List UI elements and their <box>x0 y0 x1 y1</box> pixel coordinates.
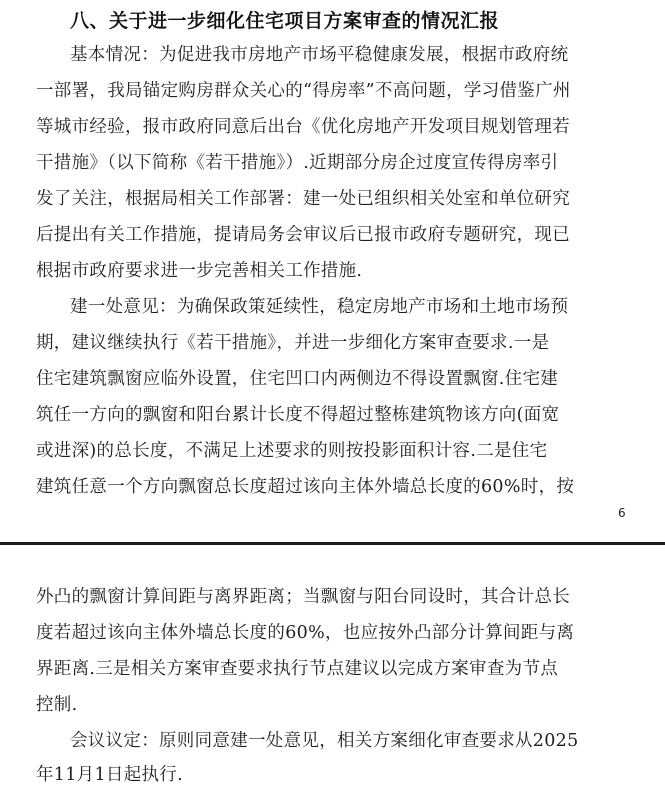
paragraph-line: 根据市政府要求进一步完善相关工作措施. <box>36 261 363 281</box>
document-page-7 <box>0 546 665 783</box>
paragraph-line: 期，建议继续执行《若干措施》，并进一步细化方案审查要求.一是 <box>36 333 550 353</box>
paragraph-line: 后提出有关工作措施，提请局务会审议后已报市政府专题研究，现已 <box>36 225 570 245</box>
paragraph-line: 筑任一方向的飘窗和阳台累计长度不得超过整栋建筑物该方向(面宽 <box>36 405 560 425</box>
paragraph-line: 外凸的飘窗计算间距与离界距离；当飘窗与阳台同设时，其合计总长 <box>36 587 570 607</box>
paragraph-line: 建一处意见：为确保政策延续性，稳定房地产市场和土地市场预 <box>70 297 569 317</box>
paragraph-line: 年11月1日起执行. <box>36 765 183 785</box>
page-divider <box>0 542 665 545</box>
paragraph-line: 会议议定：原则同意建一处意见，相关方案细化审查要求从2025 <box>70 731 579 751</box>
paragraph-line: 基本情况：为促进我市房地产市场平稳健康发展，根据市政府统 <box>70 45 569 65</box>
paragraph-line: 干措施》（以下简称《若干措施》）.近期部分房企过度宣传得房率引 <box>36 153 559 173</box>
paragraph-line: 住宅建筑飘窗应临外设置，住宅凹口内两侧边不得设置飘窗.住宅建 <box>36 369 559 389</box>
paragraph-line: 度若超过该向主体外墙总长度的60%，也应按外凸部分计算间距与离 <box>36 623 575 643</box>
paragraph-line: 等城市经验，报市政府同意后出台《优化房地产开发项目规划管理若 <box>36 117 570 137</box>
paragraph-line: 建筑任意一个方向飘窗总长度超过该向主体外墙总长度的60%时，按 <box>36 477 575 497</box>
section-heading: 八、关于进一步细化住宅项目方案审查的情况汇报 <box>70 10 500 32</box>
paragraph-line: 或进深)的总长度，不满足上述要求的则按投影面积计容.二是住宅 <box>36 441 548 461</box>
paragraph-line: 一部署，我局锚定购房群众关心的“得房率”不高问题，学习借鉴广州 <box>36 81 571 101</box>
page-number: 6 <box>618 506 626 520</box>
paragraph-line: 界距离.三是相关方案审查要求执行节点建议以完成方案审查为节点 <box>36 659 559 679</box>
paragraph-line: 发了关注，根据局相关工作部署：建一处已组织相关处室和单位研究 <box>36 189 570 209</box>
paragraph-line: 控制. <box>36 695 78 715</box>
